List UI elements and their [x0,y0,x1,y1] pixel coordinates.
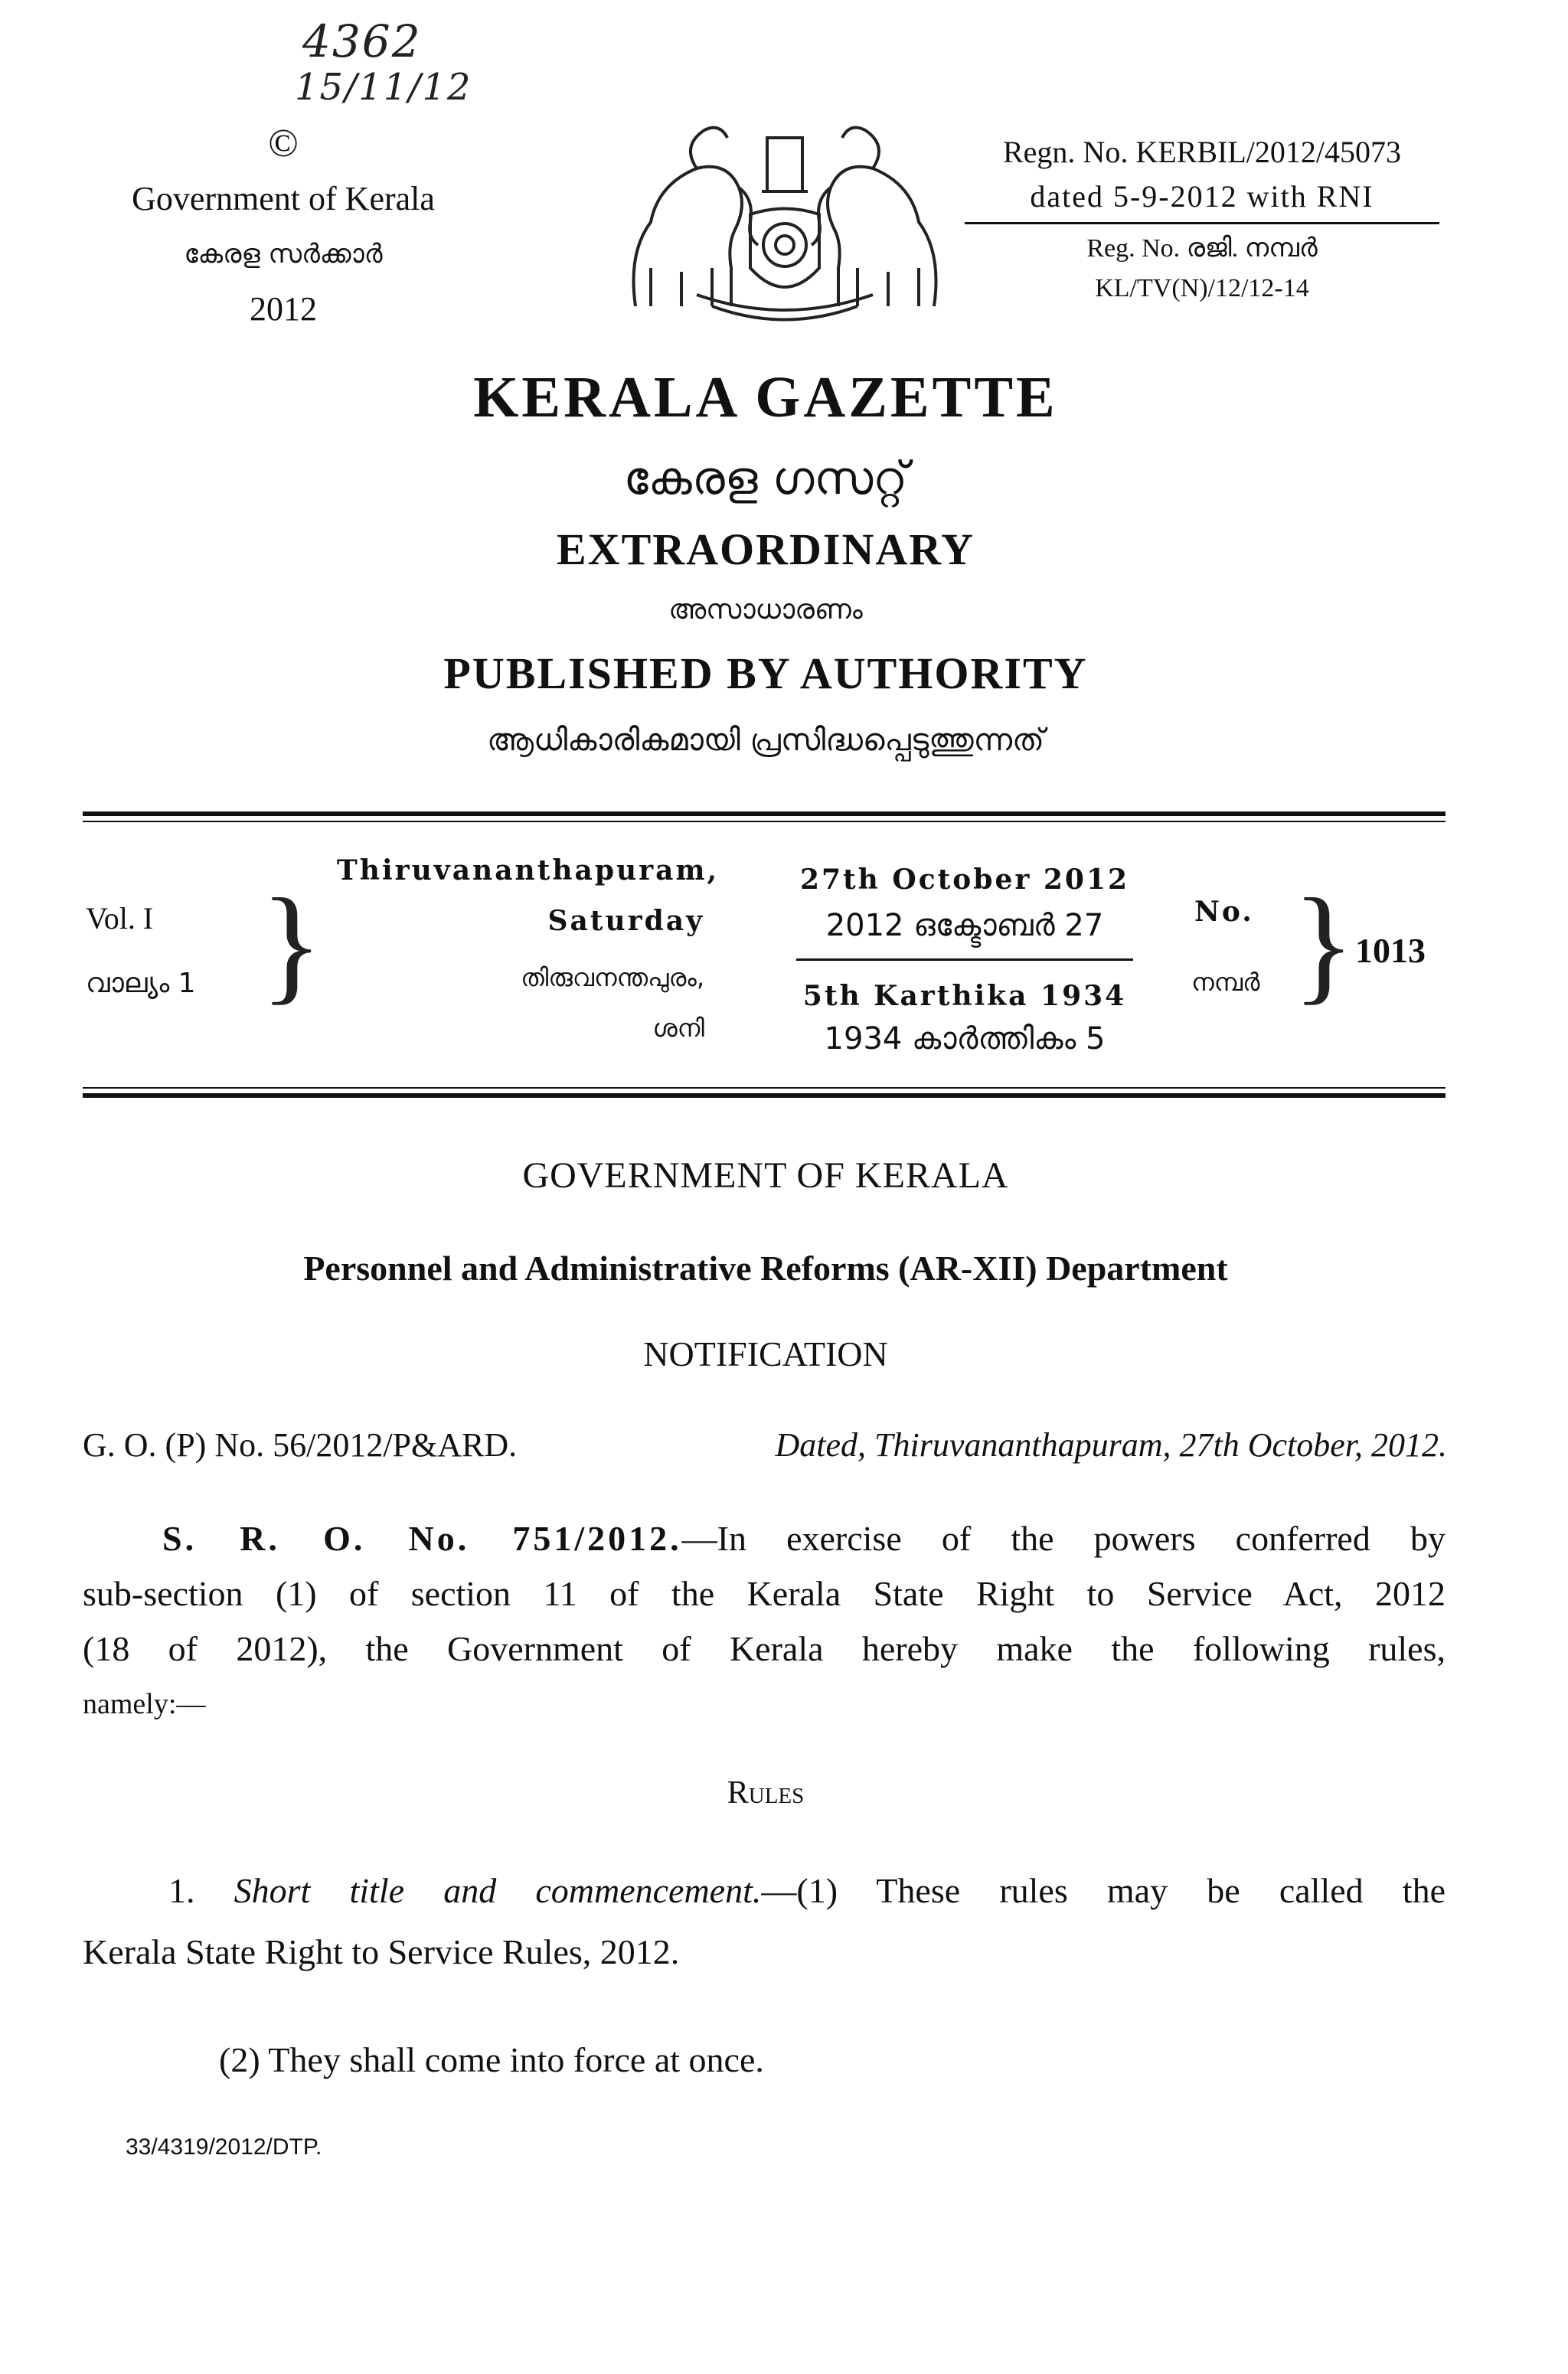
volume-brace: } [260,872,323,1016]
date-divider [796,958,1133,961]
day-ml: ശനി [652,1014,704,1043]
kerala-emblem-icon [605,115,965,325]
copyright-block [84,116,482,337]
registration-divider [965,222,1439,224]
date-gregorian: 27th October 2012 [799,864,1130,896]
date-saka-ml: 1934 കാർത്തികം 5 [824,1021,1106,1056]
gazette-title-ml: കേരള ഗസറ്റ് [623,452,908,505]
copyright-year: 2012 [250,290,317,328]
issue-number: 1013 [1355,931,1426,970]
place-ml: തിരുവനന്തപുരം, [521,963,704,992]
sro-number: S. R. O. No. 751/2012. [162,1519,682,1558]
handwritten-number: 4362 [302,15,422,67]
preamble-line-2: sub-section (1) of section 11 of the Kerala State Right to Service Act, 2012 [83,1574,1446,1613]
date-saka: 5th Karthika 1934 [802,980,1127,1012]
volume-label: Vol. I [86,901,154,936]
bottom-rule-thick [83,1093,1446,1098]
number-label: No. [1194,896,1254,928]
preamble-line-1 [83,1511,1446,1566]
preamble-line-3: (18 of 2012), the Government of Kerala hereby make the following rules, [83,1629,1446,1668]
date-gregorian-ml: 2012 ഒക്ടോബർ 27 [825,908,1104,943]
preamble-text-1: —In exercise of the powers conferred by [681,1519,1446,1558]
registration-block [965,130,1439,309]
notice-heading: NOTIFICATION [643,1334,888,1373]
registration-number: Regn. No. KERBIL/2012/45073 [1003,135,1401,169]
bottom-rule-thin [83,1087,1446,1089]
gazette-title: KERALA GAZETTE [473,365,1058,429]
rules-heading: Rules [727,1775,805,1811]
go-number: G. O. (P) No. 56/2012/P&ARD. [83,1426,518,1464]
number-brace: } [1292,872,1355,1016]
go-dated: Dated, Thiruvananthapuram, 27th October, 2012. [775,1426,1447,1464]
gazette-authority: PUBLISHED BY AUTHORITY [443,648,1088,698]
rule-1-line-1 [83,1860,1446,1922]
top-rule-thick [83,811,1446,816]
rule-1-number: 1. [168,1871,195,1910]
copyright-owner: Government of Kerala [132,180,435,217]
volume-label-ml: വാല്യം 1 [86,968,196,999]
day-en: Saturday [547,905,704,937]
printer-code: 33/4319/2012/DTP. [126,2134,322,2160]
gazette-type-ml: അസാധാരണം [668,594,863,625]
notice-government: GOVERNMENT OF KERALA [522,1155,1009,1196]
rule-1-title: Short title and commencement. [234,1871,762,1910]
preamble-paragraph [83,1511,1446,1732]
rule-1-text-a: —(1) These rules may be called the [761,1871,1446,1910]
handwritten-date: 15/11/12 [295,66,472,109]
notice-department: Personnel and Administrative Reforms (AR-XII) Department [303,1249,1228,1288]
rni-label: Reg. No. രജി. നമ്പർ [1086,234,1318,263]
registration-date: dated 5-9-2012 with RNI [1030,179,1374,214]
gazette-authority-ml: ആധികാരികമായി പ്രസിദ്ധപ്പെടുത്തുന്നത് [487,723,1044,758]
preamble-line-4: namely:— [83,1688,206,1720]
place-en: Thiruvananthapuram, [337,854,720,887]
copyright-symbol: © [268,122,299,165]
number-label-ml: നമ്പർ [1191,968,1260,997]
rule-1-sub-2: (2) They shall come into force at once. [219,2040,764,2079]
gazette-type: EXTRAORDINARY [557,524,975,574]
top-rule-thin [83,821,1446,822]
rni-number: KL/TV(N)/12/12-14 [1095,274,1309,302]
rule-1-line-2: Kerala State Right to Service Rules, 2012. [83,1932,680,1971]
copyright-owner-ml: കേരള സർക്കാർ [184,239,383,269]
rule-1 [83,1860,1446,1983]
